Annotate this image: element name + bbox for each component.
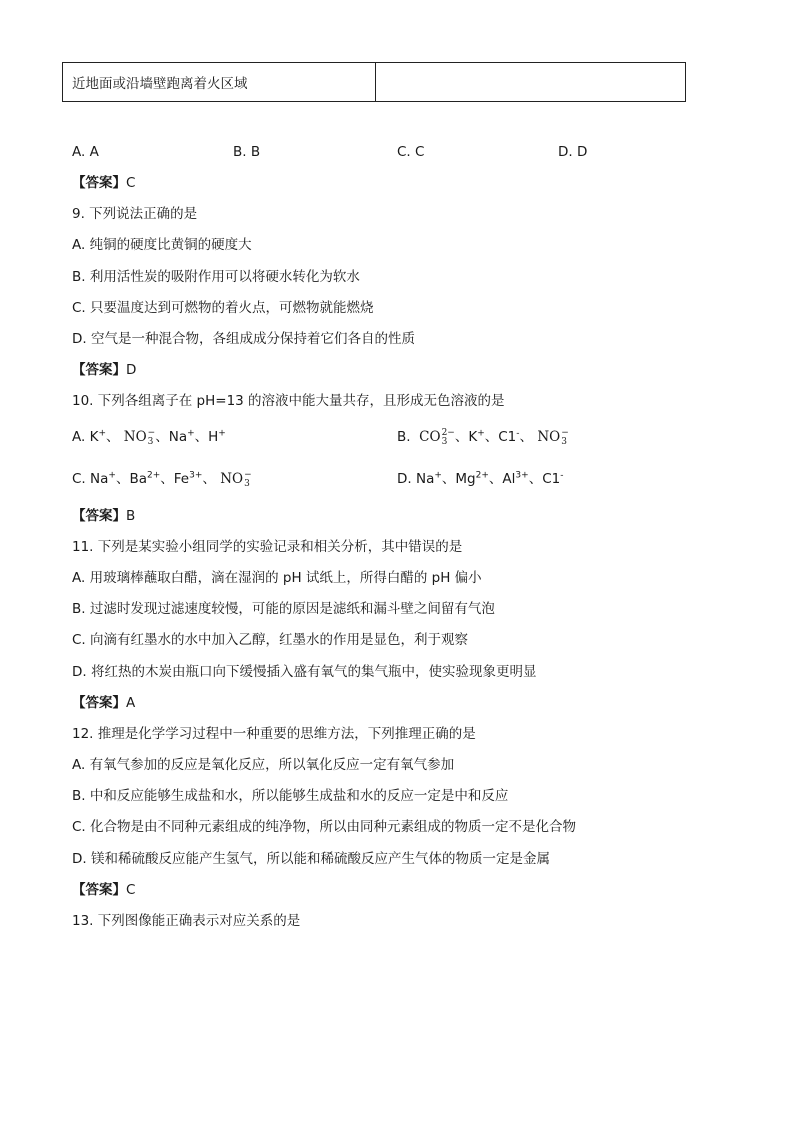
q11-option-b: B. 过滤时发现过滤速度较慢，可能的原因是滤纸和漏斗壁之间留有气泡 <box>72 601 495 617</box>
q11-answer: 【答案】A <box>72 695 136 711</box>
q12-option-a: A. 有氧气参加的反应是氧化反应，所以氧化反应一定有氧气参加 <box>72 757 455 773</box>
q12-option-c: C. 化合物是由不同种元素组成的纯净物，所以由同种元素组成的物质一定不是化合物 <box>72 819 577 835</box>
q11-option-a: A. 用玻璃棒蘸取白醋，滴在湿润的 pH 试纸上，所得白醋的 pH 偏小 <box>72 570 482 586</box>
q11-option-d: D. 将红热的木炭由瓶口向下缓慢插入盛有氧气的集气瓶中，使实验现象更明显 <box>72 664 537 680</box>
q9-option-a: A. 纯铜的硬度比黄铜的硬度大 <box>72 237 252 253</box>
q13-stem: 13. 下列图像能正确表示对应关系的是 <box>72 913 301 929</box>
q9-answer: 【答案】D <box>72 362 137 378</box>
q12-option-d: D. 镁和稀硫酸反应能产生氢气，所以能和稀硫酸反应产生气体的物质一定是金属 <box>72 851 550 867</box>
q8-option-b: B. B <box>233 144 261 160</box>
q11-stem: 11. 下列是某实验小组同学的实验记录和相关分析，其中错误的是 <box>72 539 463 555</box>
table-cell-left: 近地面或沿墙壁跑离着火区域 <box>63 63 376 101</box>
q10-stem: 10. 下列各组离子在 pH=13 的溶液中能大量共存，且形成无色溶液的是 <box>72 393 505 409</box>
q12-option-b: B. 中和反应能够生成盐和水，所以能够生成盐和水的反应一定是中和反应 <box>72 788 509 804</box>
q10-answer: 【答案】B <box>72 508 136 524</box>
q8-option-c: C. C <box>397 144 425 160</box>
q8-answer: 【答案】C <box>72 175 136 191</box>
nitrate-ion: NO − 3 <box>123 427 156 447</box>
q12-answer: 【答案】C <box>72 882 136 898</box>
carbonate-ion: CO 2− 3 <box>419 427 455 447</box>
q10-option-d: D. Na+、$Mg^{2+}$、$Al^{3+}$、C1- <box>397 470 564 487</box>
nitrate-ion: NO − 3 <box>537 427 569 447</box>
q10-option-b: B. CO 2− 3 、K+、C1-、 NO − 3 <box>397 427 569 447</box>
nitrate-ion: NO − 3 <box>220 469 252 489</box>
table-cell-right <box>376 63 685 101</box>
q12-stem: 12. 推理是化学学习过程中一种重要的思维方法，下列推理正确的是 <box>72 726 476 742</box>
q10-option-a: A. K+、 NO − 3 、Na+、H+ <box>72 427 226 447</box>
q9-stem: 9. 下列说法正确的是 <box>72 206 198 222</box>
q9-option-b: B. 利用活性炭的吸附作用可以将硬水转化为软水 <box>72 269 360 285</box>
q9-option-d: D. 空气是一种混合物，各组成成分保持着它们各自的性质 <box>72 331 415 347</box>
q8-option-a: A. A <box>72 144 99 160</box>
q9-option-c: C. 只要温度达到可燃物的着火点，可燃物就能燃烧 <box>72 300 374 316</box>
q8-option-d: D. D <box>558 144 588 160</box>
q10-option-c: C. Na+、$Ba^{2+}$、$Fe^{3+}$、 NO − 3 <box>72 469 252 489</box>
q11-option-c: C. 向滴有红墨水的水中加入乙醇，红墨水的作用是显色，利于观察 <box>72 632 469 648</box>
answer-table-fragment <box>62 62 686 102</box>
